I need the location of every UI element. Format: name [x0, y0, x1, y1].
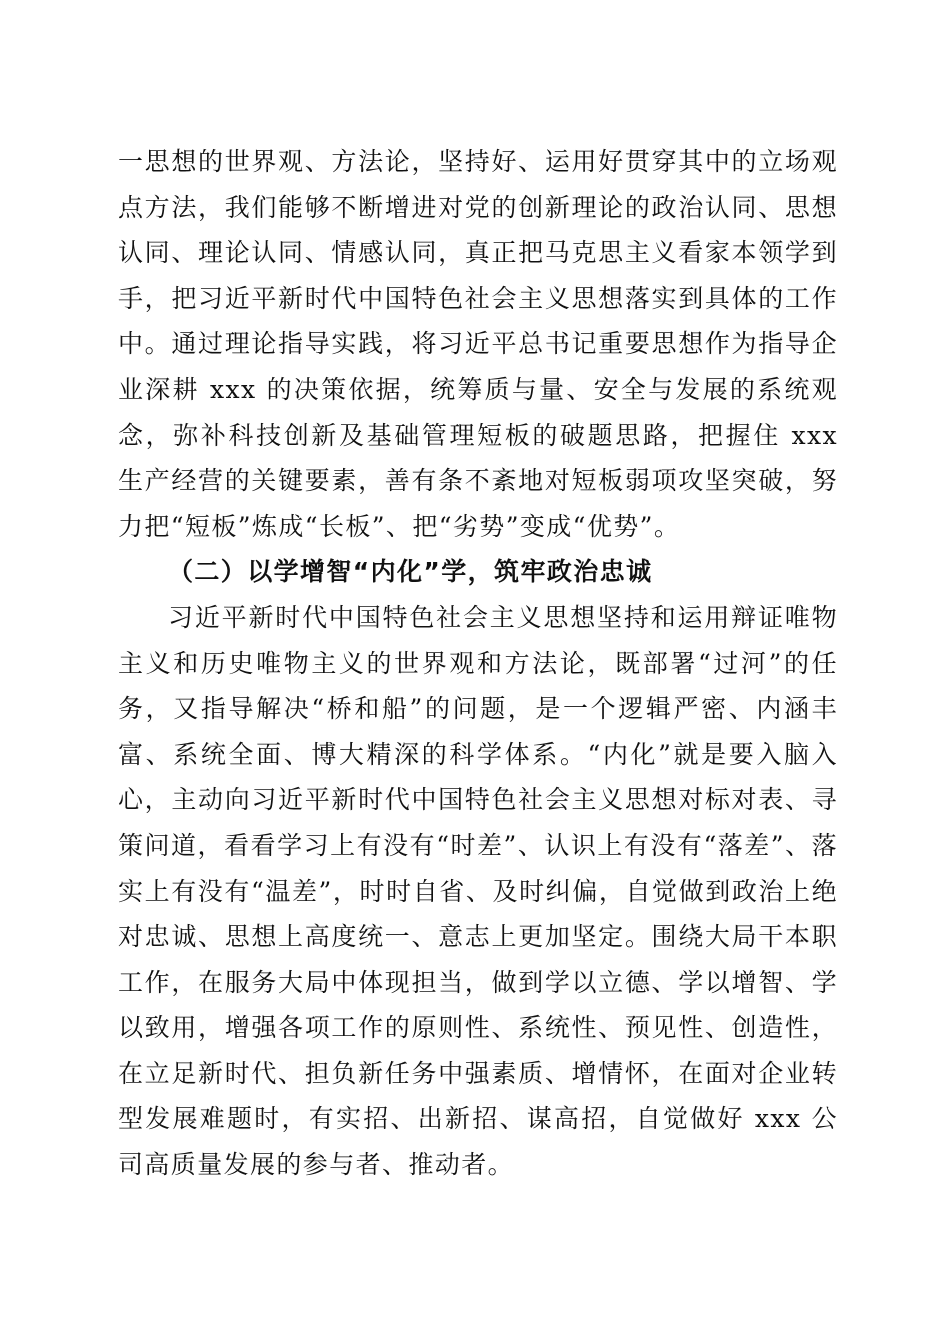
- paragraph-continuation: 一思想的世界观、方法论，坚持好、运用好贯穿其中的立场观点方法，我们能够不断增进对党的创新理论的政治认同、思想认同、理论认同、情感认同，真正把马克思主义看家本领学到手，把习近平新时代中国特色社会主义思想落实到具体的工作中。通过理论指导实践，将习近平总书记重要思想作为指导企业深耕 xxx 的决策依据，统筹质与量、安全与发展的系统观念，弥补科技创新及基础管理短板的破题思路，把握住 xxx 生产经营的关键要素，善有条不紊地对短板弱项攻坚突破，努力把“短板”炼成“长板”、把“劣势”变成“优势”。: [118, 147, 838, 541]
- document-body: [118, 139, 838, 1188]
- section-heading: （二）以学增智“内化”学，筑牢政治忠诚: [168, 557, 653, 587]
- paragraph-body: 习近平新时代中国特色社会主义思想坚持和运用辩证唯物主义和历史唯物主义的世界观和方法论，既部署“过河”的任务，又指导解决“桥和船”的问题，是一个逻辑严密、内涵丰富、系统全面、博大精深的科学体系。“内化”就是要入脑入心，主动向习近平新时代中国特色社会主义思想对标对表、寻策问道，看看学习上有没有“时差”、认识上有没有“落差”、落实上有没有“温差”，时时自省、及时纠偏，自觉做到政治上绝对忠诚、思想上高度统一、意志上更加坚定。围绕大局干本职工作，在服务大局中体现担当，做到学以立德、学以增智、学以致用，增强各项工作的原则性、系统性、预见性、创造性，在立足新时代、担负新任务中强素质、增情怀，在面对企业转型发展难题时，有实招、出新招、谋高招，自觉做好 xxx 公司高质量发展的参与者、推动者。: [118, 602, 838, 1180]
